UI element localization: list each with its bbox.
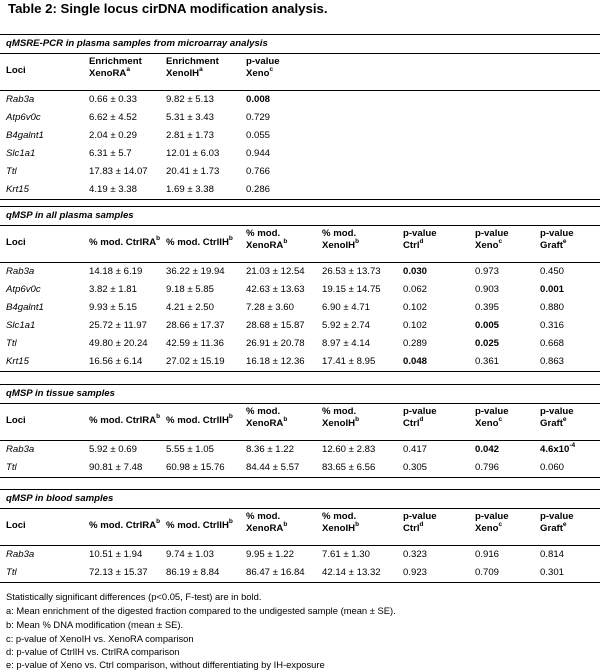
table-cell: 7.28 ± 3.60 — [246, 302, 294, 313]
section-qmsp-tissue — [0, 384, 600, 404]
table-cell: 5.92 ± 2.74 — [322, 320, 370, 331]
header-col-3: % mod. XenoRA$^b$ — [246, 228, 288, 251]
table-cell: 16.18 ± 12.36 — [246, 356, 305, 367]
table-cell: 0.450 — [540, 266, 565, 277]
table-cell: 0.973 — [475, 266, 500, 277]
table-cell: 28.66 ± 17.37 — [166, 320, 225, 331]
table-cell: 28.68 ± 15.87 — [246, 320, 305, 331]
table-cell: 0.323 — [403, 549, 428, 560]
table-header — [0, 53, 600, 91]
header-col-6: p-value Xeno$^c$ — [475, 406, 509, 429]
locus-name: Atp6v0c — [6, 112, 41, 123]
table-cell: 14.18 ± 6.19 — [89, 266, 143, 277]
table-row — [0, 441, 600, 459]
table-qmsp-plasma — [0, 225, 600, 372]
table-cell: 60.98 ± 15.76 — [166, 462, 225, 473]
table-cell: 0.796 — [475, 462, 500, 473]
table-cell: 0.289 — [403, 338, 428, 349]
table-cell: 6.31 ± 5.7 — [89, 148, 132, 159]
table-cell: 0.102 — [403, 302, 428, 313]
locus-name: Krt15 — [6, 184, 29, 195]
table-row — [0, 459, 600, 477]
footnote-d: d: p-value of CtrlIH vs. CtrlRA comparison — [6, 646, 180, 657]
table-cell: 0.668 — [540, 338, 565, 349]
locus-name: Ttl — [6, 462, 17, 473]
header-enrichment-xenora: Enrichment XenoRA$^a$ — [89, 56, 142, 79]
table-cell: 20.41 ± 1.73 — [166, 166, 220, 177]
table-cell: 0.005 — [475, 320, 500, 331]
section-title: qMSP in tissue samples — [0, 384, 600, 404]
header-col-5: p-value Ctrl$^d$ — [403, 511, 437, 534]
table-cell: 0.916 — [475, 549, 500, 560]
table-row — [0, 353, 600, 371]
table-cell: 9.82 ± 5.13 — [166, 94, 214, 105]
table-header — [0, 403, 600, 441]
table-cell: 90.81 ± 7.48 — [89, 462, 143, 473]
table-cell: 36.22 ± 19.94 — [166, 266, 225, 277]
table-cell: 0.880 — [540, 302, 565, 313]
locus-name: B4galnt1 — [6, 302, 44, 313]
locus-name: Ttl — [6, 567, 17, 578]
header-col-5: p-value Ctrl$^d$ — [403, 228, 437, 251]
table-cell: 2.81 ± 1.73 — [166, 130, 214, 141]
header-col-5: p-value Ctrl$^d$ — [403, 406, 437, 429]
table-cell: 0.001 — [540, 284, 565, 295]
header-col-3: % mod. XenoRA$^b$ — [246, 406, 288, 429]
header-col-2: % mod. CtrlIH$^b$ — [166, 234, 233, 248]
locus-name: Slc1a1 — [6, 320, 36, 331]
locus-name: Atp6v0c — [6, 284, 41, 295]
table-row — [0, 317, 600, 335]
table-cell: 1.69 ± 3.38 — [166, 184, 214, 195]
locus-name: Ttl — [6, 338, 17, 349]
table-cell: 83.65 ± 6.56 — [322, 462, 376, 473]
locus-name: Rab3a — [6, 444, 35, 455]
table-cell: 4.21 ± 2.50 — [166, 302, 214, 313]
table-cell: 0.025 — [475, 338, 500, 349]
table-title: Table 2: Single locus cirDNA modification analysis. — [8, 1, 328, 16]
table-cell: 0.66 ± 0.33 — [89, 94, 137, 105]
table-cell: 0.417 — [403, 444, 428, 455]
table-cell: 8.36 ± 1.22 — [246, 444, 294, 455]
table-cell: 9.74 ± 1.03 — [166, 549, 214, 560]
table-cell: 9.18 ± 5.85 — [166, 284, 214, 295]
header-col-6: p-value Xeno$^c$ — [475, 511, 509, 534]
header-col-7: p-value Graft$^e$ — [540, 511, 574, 534]
footnote-e: e: p-value of Xeno vs. Ctrl comparison, without differentiating by IH-exposure — [6, 659, 325, 670]
table-cell: 42.59 ± 11.36 — [166, 338, 224, 349]
table-cell: 0.814 — [540, 549, 565, 560]
table-row — [0, 335, 600, 353]
table-cell: 8.97 ± 4.14 — [322, 338, 370, 349]
table-cell: $4.6x10^{-4}$ — [540, 441, 576, 455]
table-row — [0, 91, 600, 109]
table-cell: 0.395 — [475, 302, 500, 313]
locus-name: Rab3a — [6, 94, 35, 105]
table-cell: 6.62 ± 4.52 — [89, 112, 137, 123]
header-col-2: % mod. CtrlIH$^b$ — [166, 517, 233, 531]
table-cell: 5.92 ± 0.69 — [89, 444, 137, 455]
table-cell: 12.60 ± 2.83 — [322, 444, 376, 455]
table-qmsp-tissue — [0, 403, 600, 478]
locus-name: Krt15 — [6, 356, 29, 367]
header-col-1: % mod. CtrlRA$^b$ — [89, 412, 161, 426]
table-cell: 0.944 — [246, 148, 271, 159]
table-cell: 2.04 ± 0.29 — [89, 130, 137, 141]
table-cell: 3.82 ± 1.81 — [89, 284, 137, 295]
footnote-significance: Statistically significant differences (p<0.05, F-test) are in bold. — [6, 591, 262, 602]
header-loci: Loci — [6, 415, 26, 426]
footnote-b: b: Mean % DNA modification (mean ± SE). — [6, 619, 184, 630]
table-row — [0, 109, 600, 127]
table-cell: 12.01 ± 6.03 — [166, 148, 220, 159]
header-col-6: p-value Xeno$^c$ — [475, 228, 509, 251]
table-cell: 7.61 ± 1.30 — [322, 549, 370, 560]
section-qmsre-pcr — [0, 34, 600, 54]
table-row — [0, 546, 600, 564]
table-cell: 0.042 — [475, 444, 500, 455]
table-cell: 0.316 — [540, 320, 565, 331]
table-cell: 49.80 ± 20.24 — [89, 338, 148, 349]
table-cell: 5.31 ± 3.43 — [166, 112, 214, 123]
header-col-4: % mod. XenoIH$^b$ — [322, 228, 360, 251]
table-cell: 42.63 ± 13.63 — [246, 284, 305, 295]
table-row — [0, 299, 600, 317]
table-cell: 9.95 ± 1.22 — [246, 549, 294, 560]
table-cell: 4.19 ± 3.38 — [89, 184, 137, 195]
table-cell: 27.02 ± 15.19 — [166, 356, 225, 367]
table-cell: 10.51 ± 1.94 — [89, 549, 143, 560]
table-cell: 0.048 — [403, 356, 428, 367]
table-row — [0, 564, 600, 582]
locus-name: Rab3a — [6, 549, 35, 560]
table-cell: 72.13 ± 15.37 — [89, 567, 148, 578]
table-cell: 9.93 ± 5.15 — [89, 302, 137, 313]
table-qmsp-blood — [0, 508, 600, 583]
table-cell: 17.41 ± 8.95 — [322, 356, 376, 367]
table-cell: 0.030 — [403, 266, 428, 277]
table-cell: 0.008 — [246, 94, 271, 105]
header-col-1: % mod. CtrlRA$^b$ — [89, 517, 161, 531]
header-col-7: p-value Graft$^e$ — [540, 406, 574, 429]
header-col-4: % mod. XenoIH$^b$ — [322, 406, 360, 429]
table-row — [0, 145, 600, 163]
header-loci: Loci — [6, 237, 26, 248]
header-loci: Loci — [6, 520, 26, 531]
table-cell: 0.305 — [403, 462, 428, 473]
table-cell: 0.729 — [246, 112, 271, 123]
header-col-2: % mod. CtrlIH$^b$ — [166, 412, 233, 426]
table-cell: 21.03 ± 12.54 — [246, 266, 305, 277]
table-cell: 86.19 ± 8.84 — [166, 567, 220, 578]
table-cell: 0.863 — [540, 356, 565, 367]
section-title: qMSRE-PCR in plasma samples from microarray analysis — [0, 34, 600, 54]
table-cell: 5.55 ± 1.05 — [166, 444, 214, 455]
footnote-a: a: Mean enrichment of the digested fraction compared to the undigested sample (mean ± SE). — [6, 605, 396, 616]
header-col-1: % mod. CtrlRA$^b$ — [89, 234, 161, 248]
table-cell: 25.72 ± 11.97 — [89, 320, 147, 331]
locus-name: B4galnt1 — [6, 130, 44, 141]
locus-name: Rab3a — [6, 266, 35, 277]
table-cell: 0.903 — [475, 284, 500, 295]
locus-name: Ttl — [6, 166, 17, 177]
footnote-c: c: p-value of XenoIH vs. XenoRA comparison — [6, 633, 194, 644]
table-row — [0, 127, 600, 145]
table-header — [0, 225, 600, 263]
table-cell: 0.060 — [540, 462, 565, 473]
table-cell: 0.102 — [403, 320, 428, 331]
section-qmsp-plasma — [0, 206, 600, 226]
table-cell: 6.90 ± 4.71 — [322, 302, 370, 313]
table-cell: 0.301 — [540, 567, 565, 578]
header-enrichment-xenoih: Enrichment XenoIH$^a$ — [166, 56, 219, 79]
locus-name: Slc1a1 — [6, 148, 36, 159]
table-cell: 0.923 — [403, 567, 428, 578]
table-cell: 26.53 ± 13.73 — [322, 266, 381, 277]
table-cell: 0.709 — [475, 567, 500, 578]
table-cell: 0.055 — [246, 130, 271, 141]
header-col-7: p-value Graft$^e$ — [540, 228, 574, 251]
section-qmsp-blood — [0, 489, 600, 509]
table-row — [0, 163, 600, 181]
table-cell: 16.56 ± 6.14 — [89, 356, 143, 367]
table-qmsre-pcr — [0, 53, 600, 200]
table-cell: 19.15 ± 14.75 — [322, 284, 381, 295]
table-header — [0, 508, 600, 546]
table-cell: 26.91 ± 20.78 — [246, 338, 305, 349]
section-title: qMSP in blood samples — [0, 489, 600, 509]
header-col-4: % mod. XenoIH$^b$ — [322, 511, 360, 534]
table-row — [0, 281, 600, 299]
table-row — [0, 263, 600, 281]
table-cell: 0.062 — [403, 284, 428, 295]
table-cell: 0.766 — [246, 166, 271, 177]
table-cell: 0.361 — [475, 356, 500, 367]
table-cell: 42.14 ± 13.32 — [322, 567, 381, 578]
table-cell: 0.286 — [246, 184, 271, 195]
header-pvalue-xeno: p-value Xeno$^c$ — [246, 56, 280, 79]
section-title: qMSP in all plasma samples — [0, 206, 600, 226]
table-cell: 17.83 ± 14.07 — [89, 166, 148, 177]
header-loci: Loci — [6, 65, 26, 76]
table-cell: 84.44 ± 5.57 — [246, 462, 300, 473]
table-row — [0, 181, 600, 199]
header-col-3: % mod. XenoRA$^b$ — [246, 511, 288, 534]
table-cell: 86.47 ± 16.84 — [246, 567, 305, 578]
